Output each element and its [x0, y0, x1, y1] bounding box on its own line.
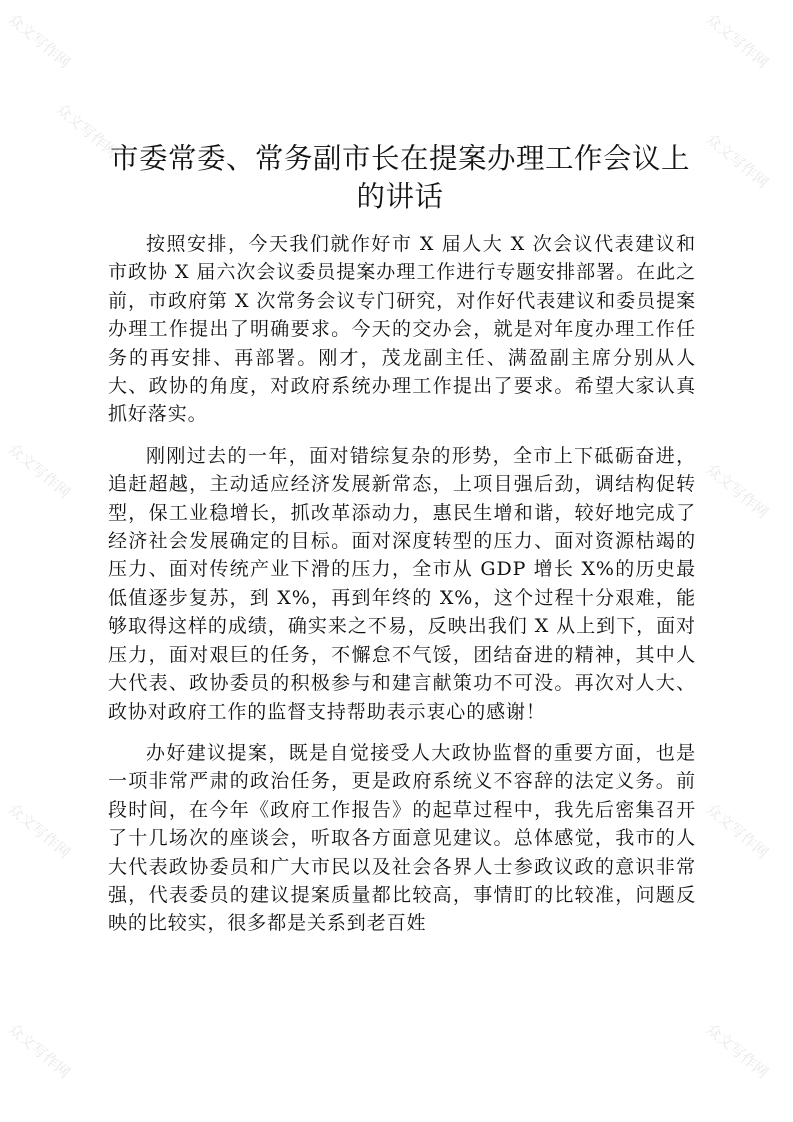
document-body: [108, 230, 696, 951]
watermark: 众文写作网: [702, 799, 772, 862]
watermark: 众文写作网: [4, 1019, 74, 1082]
watermark: 众文写作网: [702, 9, 772, 72]
paragraph: 刚刚过去的一年，面对错综复杂的形势，全市上下砥砺奋进，追赶超越，主动适应经济发展新常态，上项目强后劲，调结构促转型，保工业稳增长，抓改革添动力，惠民生增和谐，较好地完成了经济社会发展确定的目标。面对深度转型的压力、面对资源枯竭的压力、面对传统产业下滑的压力，全市从 GDP 增长 X%的历史最低值逐步复苏，到 X%，再到年终的 X%，这个过程十分艰难，能够取得这样的成绩，确实来之不易，反映出我们 X 从上到下，面对压力，面对艰巨的任务，不懈怠不气馁，团结奋进的精神，其中人大代表、政协委员的积极参与和建言献策功不可没。再次对人大、政协对政府工作的监督支持帮助表示衷心的感谢！: [108, 444, 696, 723]
watermark: 众文写作网: [702, 459, 772, 522]
watermark: 众文写作网: [52, 99, 122, 162]
watermark: 众文写作网: [4, 9, 74, 72]
watermark: 众文写作网: [702, 1019, 772, 1082]
watermark: 众文写作网: [4, 439, 74, 502]
paragraph: 办好建议提案，既是自觉接受人大政协监督的重要方面，也是一项非常严肃的政治任务，更是政府系统义不容辞的法定义务。前段时间，在今年《政府工作报告》的起草过程中，我先后密集召开了十几场次的座谈会，听取各方面意见建议。总体感觉，我市的人大代表政协委员和广大市民以及社会各界人士参政议政的意识非常强，代表委员的建议提案质量都比较高，事情盯的比较准，问题反映的比较实，很多都是关系到老百姓: [108, 741, 696, 935]
paragraph: 按照安排，今天我们就作好市 X 届人大 X 次会议代表建议和市政协 X 届六次会议委员提案办理工作进行专题安排部署。在此之前，市政府第 X 次常务会议专门研究，对作好代表建议和委员提案办理工作提出了明确要求。今天的交办会，就是对年度办理工作任务的再安排、再部署。刚才，茂龙副主任、满盈副主席分别从人大、政协的角度，对政府系统办理工作提出了要求。希望大家认真抓好落实。: [108, 233, 696, 426]
watermark: 众文写作网: [4, 799, 74, 862]
document-title: 市委常委、常务副市长在提案办理工作会议上的讲话: [109, 142, 690, 213]
watermark: 众文写作网: [702, 129, 772, 192]
